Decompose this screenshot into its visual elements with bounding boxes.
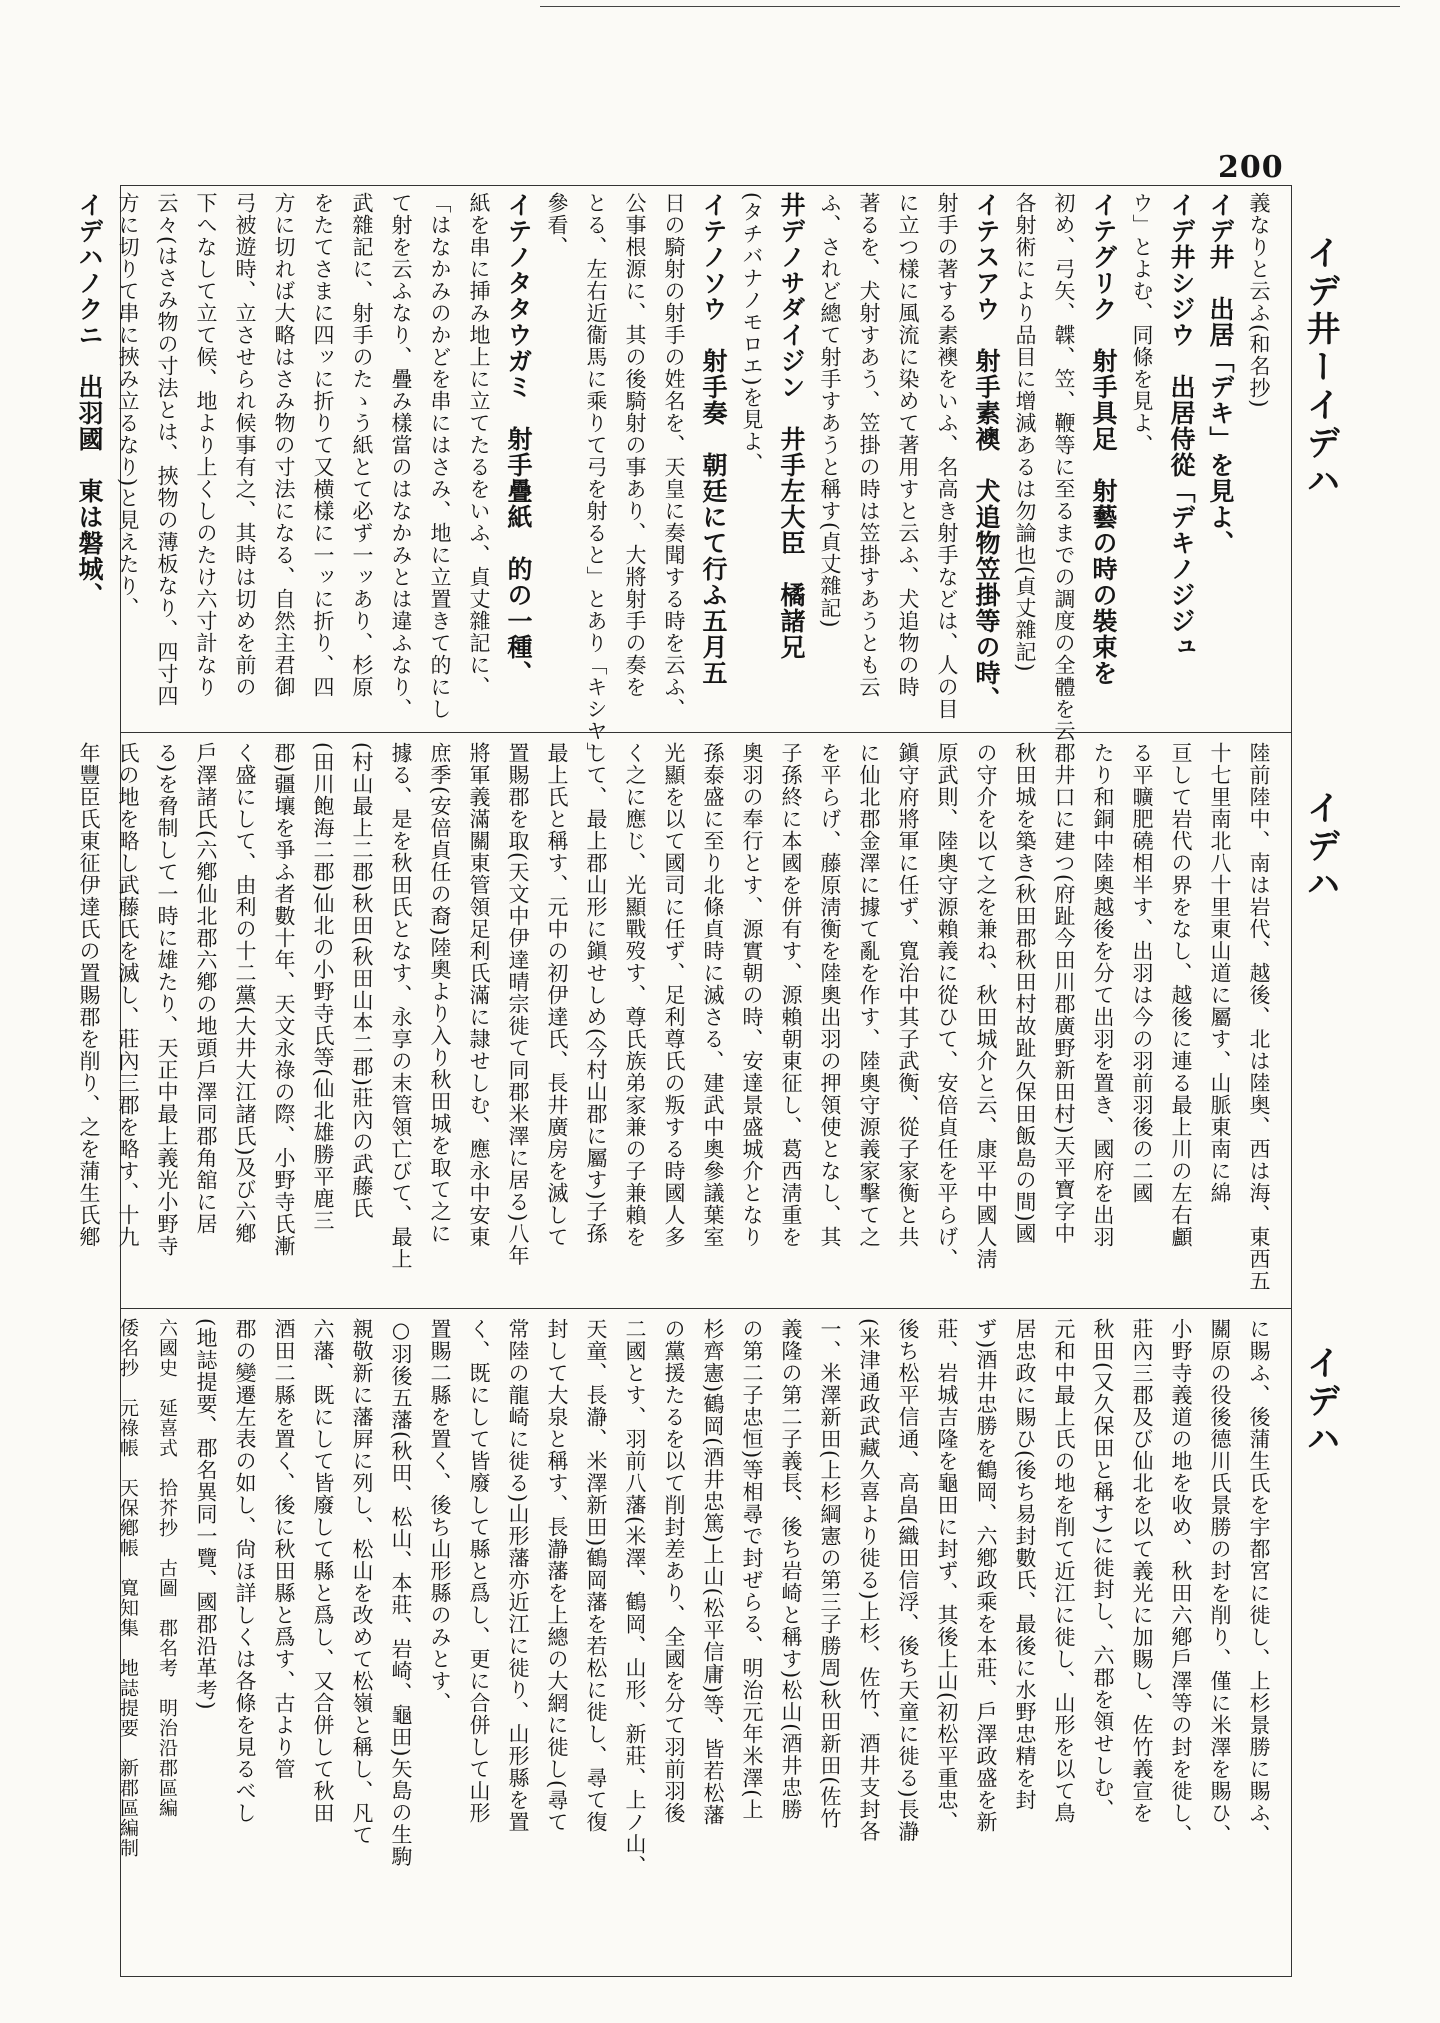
text-line: の守介を以て之を兼ね、秋田城介と云、康平中國人淸	[974, 742, 998, 1270]
text-line: の第二子忠恒)等相尋で封ぜらる、明治元年米澤(上	[740, 1318, 764, 1821]
text-line: (タチバナノモロエ)を見よ、	[740, 192, 764, 475]
text-line: に仙北郡金澤に據て亂を作す、陸奧守源義家擊て之	[857, 742, 881, 1248]
text-line: 武雜記に、射手のたゝう紙とて必ず一ッあり、杉原	[350, 192, 374, 698]
text-line: 二國とす、羽前八藩(米澤、鶴岡、山形、新莊、上ノ山、	[623, 1318, 647, 1878]
running-head-top: イデ井ーイデハ	[1300, 235, 1340, 501]
text-line: (村山最上二郡)秋田(秋田山本二郡)莊內の武藤氏	[350, 742, 374, 1219]
text-line: をたてさまに四ッに折りて又横樣に一ッに折り、四	[311, 192, 335, 698]
text-line: 關原の役後德川氏景勝の封を削り、僅に米澤を賜ひ、	[1208, 1318, 1232, 1846]
text-line: 光顯を以て國司に任ず、足利尊氏の叛する時國人多	[662, 742, 686, 1248]
text-line: 方に切れば大略はさみ物の寸法になる、自然主君御	[272, 192, 296, 698]
text-line: 一、米澤新田(上杉綱憲の第三子勝周)秋田新田(佐竹	[818, 1318, 842, 1830]
middle-tier	[77, 742, 1277, 1302]
text-line: 下へなして立て候、地より上くしのたけ六寸計なり	[194, 192, 218, 698]
text-line: 弓被遊時、立させられ候事有之、其時は切めを前の	[233, 192, 257, 698]
text-line: 秋田(又久保田と稱す)に徙封し、六郡を領せしむ、	[1091, 1318, 1115, 1821]
text-line: 庶季(安倍貞任の裔)陸奧より入り秋田城を取て之に	[428, 742, 452, 1245]
text-line: (地誌提要、郡名異同一覽、國郡沿革考)	[194, 1318, 218, 1711]
text-line: 置賜二縣を置く、後ち山形縣のみとす、	[428, 1318, 452, 1714]
text-line: 封して大泉と稱す、長瀞藩を上總の大網に徙し(尋て	[545, 1318, 569, 1834]
text-line: 郡の變遷左表の如し、尙ほ詳しくは各條を見るべし	[233, 1318, 257, 1824]
text-line: 杉齊憲)鶴岡(酒井忠篤)上山(松平信庸)等、皆若松藩	[701, 1318, 725, 1826]
text-line: 六藩、既にして皆廢して縣と爲し、又合併して秋田	[311, 1318, 335, 1824]
text-line: く盛にして、由利の十二黨(大井大江諸氏)及び六鄕	[233, 742, 257, 1245]
text-line: とる、左右近衞馬に乘りて弓を射ると」とあり「キシヤ」	[584, 192, 608, 764]
upper-tier	[75, 192, 1277, 764]
text-line: 將軍義滿關東管領足利氏滿に隷せしむ、應永中安東	[467, 742, 491, 1248]
entry-heading-line: イデハノクニ 出羽國 東は磐城、	[75, 192, 104, 608]
text-line: 親敬新に藩屛に列し、松山を改めて松嶺と稱し、凡て	[350, 1318, 374, 1846]
text-line: 常陸の龍崎に徙る)山形藩亦近江に徙り、山形縣を置	[506, 1318, 530, 1834]
text-line: ○羽後五藩(秋田、松山、本莊、岩崎、龜田)矢島の生駒	[389, 1318, 413, 1868]
top-rule	[540, 6, 1400, 7]
running-head-bottom: イデハ	[1300, 1345, 1340, 1459]
text-line: 孫泰盛に至り北條貞時に滅さる、建武中奧參議葉室	[701, 742, 725, 1248]
entry-heading-line: イデ井シジウ 出居侍從「デキノジジュ	[1167, 192, 1196, 660]
text-line: ふ、されど總て射手すあうと稱す(貞丈雜記)	[818, 192, 842, 629]
text-line: 郡)疆壤を爭ふ者數十年、天文永祿の際、小野寺氏漸	[272, 742, 296, 1258]
text-line: 後ち松平信通、高畠(織田信浮、後ち天童に徙る)長瀞	[896, 1318, 920, 1843]
text-line: 「はなかみのかどを串にはさみ、地に立置きて的にし	[428, 192, 452, 720]
text-line: 陸前陸中、南は岩代、越後、北は陸奥、西は海、東西五	[1247, 742, 1271, 1292]
text-line: 氏の地を略し武藤氏を滅し、莊內三郡を略す、十九	[116, 742, 140, 1248]
text-line: 莊、岩城吉隆を龜田に封ず、其後上山(初松平重忠、	[935, 1318, 959, 1834]
text-line: 云々(はさみ物の寸法とは、挾物の薄板なり、四寸四	[155, 192, 179, 708]
text-line: て射を云ふなり、疊み樣當のはなかみとは違ふなり、	[389, 192, 413, 720]
text-line: 倭名抄 元祿帳 天保鄕帳 寬知集 地誌提要 新郡區編制	[117, 1318, 139, 1858]
text-line: 紙を串に挿み地上に立てたるをいふ、貞丈雜記に、	[467, 192, 491, 698]
text-line: 義隆の第二子義長、後ち岩崎と稱す)松山(酒井忠勝	[779, 1318, 803, 1821]
text-line: く、既にして皆廢して縣と爲し、更に合併して山形	[467, 1318, 491, 1824]
text-line: 原武則、陸奧守源賴義に從ひて、安倍貞任を平らげ、	[935, 742, 959, 1270]
text-line: 六國史 延喜式 拾芥抄 古圖 郡名考 明治沿郡區編	[156, 1318, 178, 1818]
text-line: 義なりと云ふ(和名抄)	[1247, 192, 1271, 409]
text-line: 元和中最上氏の地を削て近江に徙し、山形を以て鳥	[1052, 1318, 1076, 1824]
running-head-middle: イデハ	[1300, 790, 1340, 904]
text-line: く之に應じ、光顯戰歿す、尊氏族弟家兼の子兼賴を	[623, 742, 647, 1248]
text-line: (米津通政武藏久喜より徙る)上杉、佐竹、酒井支封各	[857, 1318, 881, 1843]
text-line: 初め、弓矢、韘、笠、鞭等に至るまでの調度の全體を云	[1052, 192, 1076, 742]
text-line: 各射術により品目に增減あるは勿論也(貞丈雜記)	[1013, 192, 1037, 673]
tier-divider-2	[121, 1308, 1291, 1309]
text-line: (田川飽海二郡)仙北の小野寺氏等(仙北雄勝平鹿三	[311, 742, 335, 1232]
lower-tier	[117, 1318, 1277, 1968]
text-line: 置賜郡を取(天文中伊達晴宗徙て同郡米澤に居る)八年	[506, 742, 530, 1267]
text-line: 鎭守府將軍に任ず、寬治中其子武衡、從子家衡と共	[896, 742, 920, 1248]
entry-heading-line: イテノソウ 射手奏 朝廷にて行ふ五月五	[699, 192, 728, 686]
text-line: 方に切りて串に挾み立るなり)と見えたり、	[116, 192, 140, 620]
text-line: 公事根源に、其の後騎射の事あり、大將射手の奏を	[623, 192, 647, 698]
text-line: 居忠政に賜ひ(後ち易封數氏、最後に水野忠精を封	[1013, 1318, 1037, 1812]
text-line: 射手の著する素襖をいふ、名高き射手などは、人の目	[935, 192, 959, 720]
text-line: 酒田二縣を置く、後に秋田縣と爲す、古より管	[272, 1318, 296, 1780]
entry-heading-line: 井デノサダイジン 井手左大臣 橘諸兄	[777, 192, 806, 660]
text-line: 據る、是を秋田氏となす、永享の末管領亡びて、最上	[389, 742, 413, 1270]
text-line: 莊內三郡及び仙北を以て義光に加賜し、佐竹義宣を	[1130, 1318, 1154, 1824]
text-line: 亘して岩代の界をなし、越後に連る最上川の左右顱	[1169, 742, 1193, 1248]
text-line: を平らげ、藤原淸衡を陸奧出羽の押領使となし、其	[818, 742, 842, 1248]
text-line: の黨援たるを以て削封差あり、全國を分て羽前羽後	[662, 1318, 686, 1824]
text-line: に賜ふ、後蒲生氏を宇都宮に徙し、上杉景勝に賜ふ、	[1247, 1318, 1271, 1846]
text-line: 戶澤諸氏(六鄕仙北郡六鄕の地頭戶澤同郡角舘に居	[194, 742, 218, 1236]
text-line: 天童、長瀞、米澤新田)鶴岡藩を若松に徙し、尋て復	[584, 1318, 608, 1834]
text-line: たり和銅中陸奧越後を分て出羽を置き、國府を出羽	[1091, 742, 1115, 1248]
text-line: 最上氏と稱す、元中の初伊達氏、長井廣房を滅して	[545, 742, 569, 1248]
entry-heading-line: イテスアウ 射手素襖 犬追物笠掛等の時、	[972, 192, 1001, 712]
text-line: 年豐臣氏東征伊達氏の置賜郡を削り、之を蒲生氏鄕	[77, 742, 101, 1248]
page-number: 200	[1218, 150, 1284, 185]
entry-heading-line: イテグリク 射手具足 射藝の時の裝束を	[1089, 192, 1118, 686]
text-line: 奧羽の奉行とす、源實朝の時、安達景盛城介となり	[740, 742, 764, 1248]
text-frame	[75, 185, 1292, 1977]
text-line: に立つ樣に風流に染めて著用すと云ふ、犬追物の時	[896, 192, 920, 698]
text-line: ず)酒井忠勝を鶴岡、六鄕政乘を本莊、戶澤政盛を新	[974, 1318, 998, 1834]
text-line: 著るを、犬射すあう、笠掛の時は笠掛すあうとも云	[857, 192, 881, 698]
text-line: 小野寺義道の地を收め、秋田六鄕戶澤等の封を徙し、	[1169, 1318, 1193, 1846]
entry-heading-line: イテノタタウガミ 射手疊紙 的の一種、	[504, 192, 533, 686]
text-line: る平曠肥磽相半す、出羽は今の羽前羽後の二國	[1130, 742, 1154, 1204]
tier-divider-1	[121, 732, 1291, 733]
text-line: 子孫終に本國を併有す、源賴朝東征し、葛西淸重を	[779, 742, 803, 1248]
text-line: して、最上郡山形に鎭せしめ(今村山郡に屬す)子孫	[584, 742, 608, 1245]
text-line: 參看、	[545, 192, 569, 258]
text-line: 秋田城を築き(秋田郡秋田村故趾久保田飯島の間)國	[1013, 742, 1037, 1245]
entry-heading-line: イデ井 出居「デキ」を見よ、	[1206, 192, 1235, 556]
text-line: 郡井口に建つ(府趾今田川郡廣野新田村)天平寶字中	[1052, 742, 1076, 1245]
text-line: る)を脅制して一時に雄たり、天正中最上義光小野寺	[155, 742, 179, 1258]
text-line: ウ」とよむ、同條を見よ、	[1130, 192, 1154, 456]
text-line: 十七里南北八十里東山道に屬す、山脈東南に綿	[1208, 742, 1232, 1204]
text-line: 日の騎射の射手の姓名を、天皇に奏聞する時を云ふ、	[662, 192, 686, 720]
